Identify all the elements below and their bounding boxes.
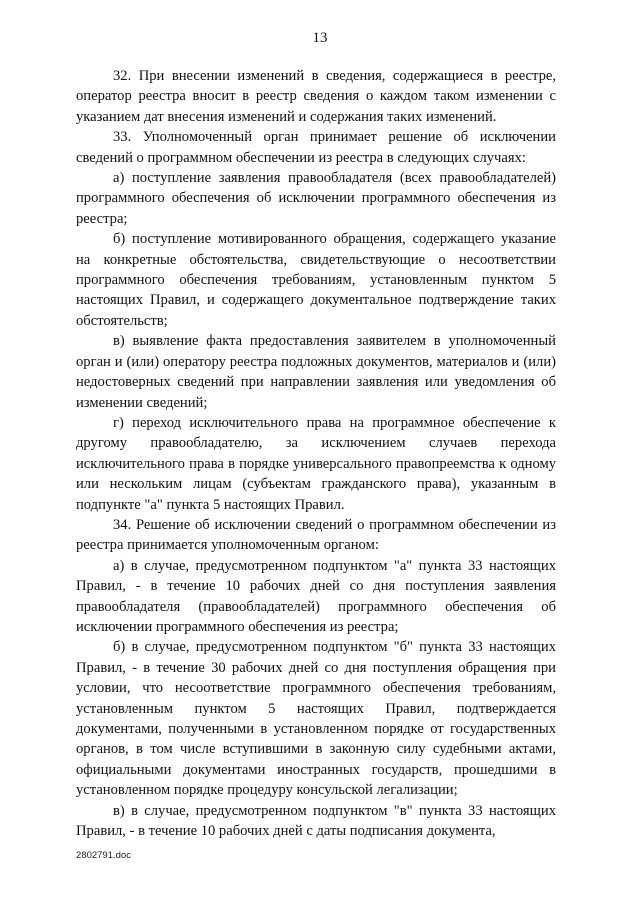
paragraph-33-g: г) переход исключительного права на программное обеспечение к другому правообладателю, за исключением случаев перехода исключительного права в порядке универсального правопреемства к одному или нескольким лицам (субъектам гражданского права), указанным в подпункте "а" пункта 5 настоящих Правил.	[76, 414, 556, 513]
paragraph-33-v: в) выявление факта предоставления заявителем в уполномоченный орган и (или) оператору реестра подложных документов, материалов и (или) недостоверных сведений при направлении заявления или уведомления об изменении сведений;	[76, 333, 556, 411]
document-body	[76, 66, 556, 841]
paragraph-33: 33. Уполномоченный орган принимает решение об исключении сведений о программном обеспечении из реестра в следующих случаях:	[76, 129, 556, 166]
page-number: 13	[312, 30, 328, 46]
paragraph-33-b: б) поступление мотивированного обращения, содержащего указание на конкретные обстоятельства, свидетельствующие о несоответствии программного обеспечения требованиям, установленным пунктом 5 настоящих Правил, и содержащего документальное подтверждение таких обстоятельств;	[76, 231, 556, 329]
paragraph-34-v: в) в случае, предусмотренном подпунктом "в" пункта 33 настоящих Правил, - в течение 10 рабочих дней с даты подписания документа,	[76, 802, 556, 840]
paragraph-33-a: а) поступление заявления правообладателя (всех правообладателей) программного обеспечения об исключении программного обеспечения из реестра;	[76, 170, 556, 227]
footer-filename: 2802791.doc	[76, 850, 131, 861]
paragraph-32: 32. При внесении изменений в сведения, содержащиеся в реестре, оператор реестра вносит в реестр сведения о каждом таком изменении с указанием дат внесения изменений и содержания таких изменений.	[76, 68, 556, 125]
paragraph-34-b: б) в случае, предусмотренном подпунктом "б" пункта 33 настоящих Правил, - в течение 30 рабочих дней со дня поступления обращения при условии, что несоответствие программного обеспечения требованиям, установленным пунктом 5 настоящих Правил, подтверждается документами, полученными в установленном порядке от государственных органов, в том числе вступившими в законную силу судебными актами, официальными документами иностранных государств, прошедшими в установленном порядке процедуру консульской легализации;	[76, 639, 556, 799]
paragraph-34-a: а) в случае, предусмотренном подпунктом "а" пункта 33 настоящих Правил, - в течение 10 рабочих дней со дня поступления заявления правообладателя (правообладателей) программного обеспечения об исключении программного обеспечения из реестра;	[76, 557, 556, 635]
paragraph-34: 34. Решение об исключении сведений о программном обеспечении из реестра принимается уполномоченным органом:	[76, 516, 556, 554]
